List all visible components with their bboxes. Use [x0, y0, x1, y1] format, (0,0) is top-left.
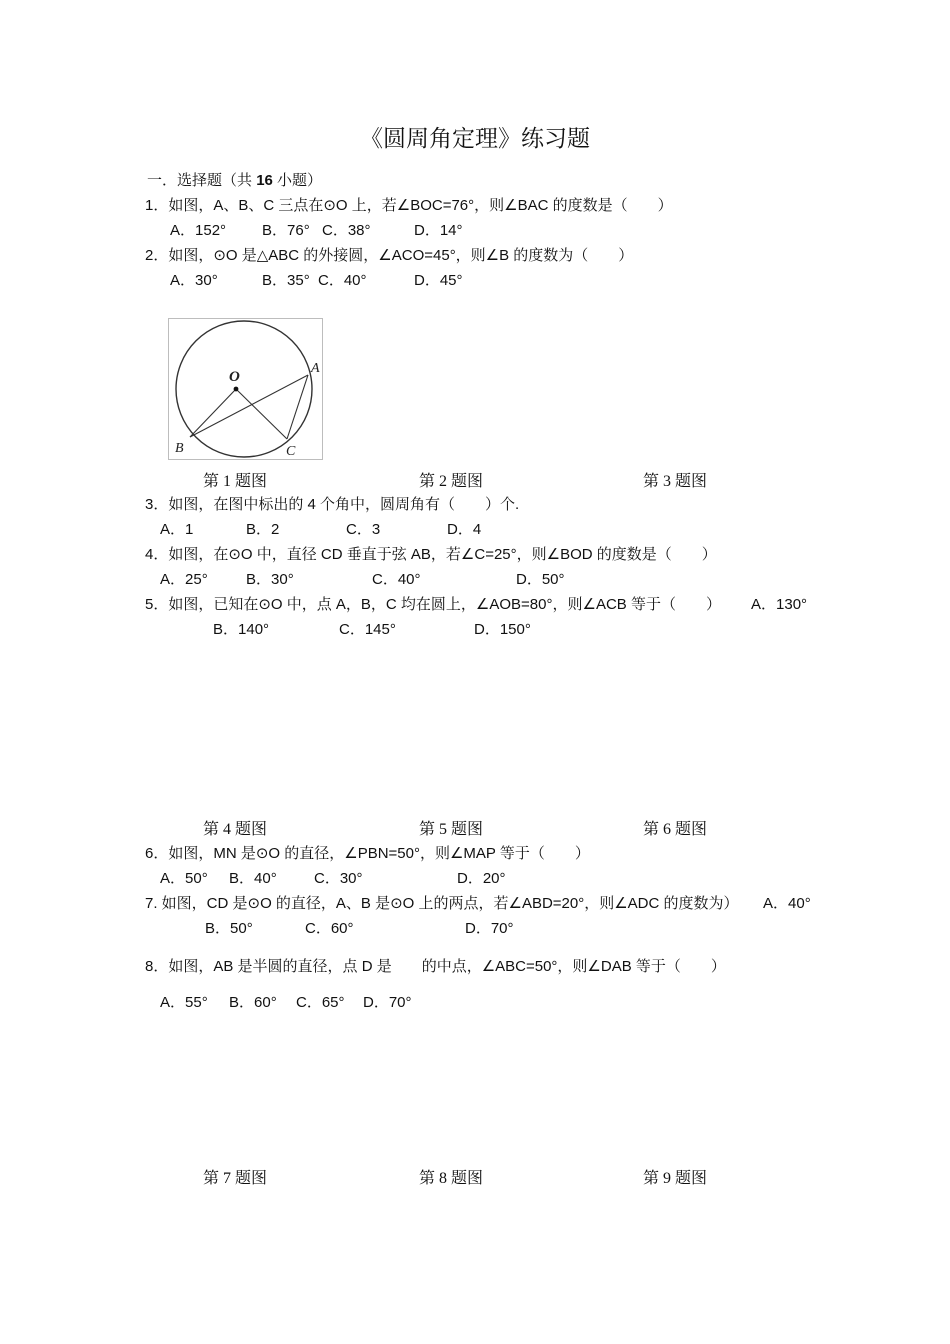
- question-1-stem: 1．如图，A、B、C 三点在⊙O 上，若∠BOC=76°，则∠BAC 的度数是（ ）: [145, 197, 673, 214]
- question-2-option-d: D．45°: [414, 272, 463, 289]
- radius-oc: [236, 389, 287, 439]
- label-o: O: [229, 369, 240, 385]
- question-2-option-b: B．35°: [262, 272, 310, 289]
- question-5-option-c: C．145°: [339, 621, 396, 638]
- question-6-option-d: D．20°: [457, 870, 506, 887]
- question-4-option-d: D．50°: [516, 571, 565, 588]
- caption-figure-6: 第 6 题图: [643, 821, 708, 838]
- question-3-option-d: D．4: [447, 521, 482, 538]
- caption-figure-5: 第 5 题图: [419, 821, 484, 838]
- question-7-option-b: B．50°: [205, 920, 253, 937]
- question-3-option-b: B．2: [246, 521, 280, 538]
- caption-figure-7: 第 7 题图: [203, 1170, 268, 1187]
- label-b: B: [175, 441, 184, 456]
- question-count: 16: [256, 172, 273, 189]
- question-5-option-b: B．140°: [213, 621, 270, 638]
- question-4-option-a: A．25°: [160, 571, 208, 588]
- label-a: A: [311, 361, 320, 376]
- section-prefix: 一．选择题（共: [147, 172, 253, 189]
- label-c: C: [286, 444, 296, 459]
- center-point: [234, 387, 239, 392]
- question-8-option-b: B．60°: [229, 994, 277, 1011]
- question-3-stem: 3．如图，在图中标出的 4 个角中，圆周角有（ ）个.: [145, 496, 520, 513]
- question-5-option-a: A．130°: [751, 596, 808, 613]
- question-6-option-c: C．30°: [314, 870, 363, 887]
- question-4-stem: 4．如图，在⊙O 中，直径 CD 垂直于弦 AB，若∠C=25°，则∠BOD 的度数是（ ）: [145, 546, 717, 563]
- question-4-option-b: B．30°: [246, 571, 294, 588]
- circle-o: [176, 321, 312, 457]
- question-8-option-d: D．70°: [363, 994, 412, 1011]
- question-3-option-c: C．3: [346, 521, 381, 538]
- question-3-option-a: A．1: [160, 521, 194, 538]
- page-title: 《圆周角定理》练习题: [360, 126, 590, 151]
- question-6-option-b: B．40°: [229, 870, 277, 887]
- question-2-option-c: C．40°: [318, 272, 367, 289]
- question-6-stem: 6．如图，MN 是⊙O 的直径，∠PBN=50°，则∠MAP 等于（ ）: [145, 845, 590, 862]
- question-5-option-d: D．150°: [474, 621, 531, 638]
- question-1-option-b: B．76°: [262, 222, 310, 239]
- circle-diagram: [169, 319, 322, 459]
- question-8-stem: 8．如图，AB 是半圆的直径，点 D 是 的中点，∠ABC=50°，则∠DAB 等于（ ）: [145, 958, 726, 975]
- section-suffix: 小题）: [277, 172, 323, 189]
- question-2-stem: 2．如图，⊙O 是△ABC 的外接圆，∠ACO=45°，则∠B 的度数为（ ）: [145, 247, 634, 264]
- caption-figure-2: 第 2 题图: [419, 473, 484, 490]
- question-1-option-d: D．14°: [414, 222, 463, 239]
- question-4-option-c: C．40°: [372, 571, 421, 588]
- question-1-option-c: C．38°: [322, 222, 371, 239]
- caption-figure-1: 第 1 题图: [203, 473, 268, 490]
- question-8-option-c: C．65°: [296, 994, 345, 1011]
- question-8-option-a: A．55°: [160, 994, 208, 1011]
- figure-circle-abc: [168, 318, 323, 460]
- question-2-option-a: A．30°: [170, 272, 218, 289]
- question-7-option-a: A．40°: [763, 895, 811, 912]
- question-1-option-a: A．152°: [170, 222, 227, 239]
- caption-figure-9: 第 9 题图: [643, 1170, 708, 1187]
- radius-ob: [190, 389, 236, 437]
- question-7-option-c: C．60°: [305, 920, 354, 937]
- caption-figure-3: 第 3 题图: [643, 473, 708, 490]
- section-heading: [147, 169, 322, 190]
- caption-figure-4: 第 4 题图: [203, 821, 268, 838]
- question-6-option-a: A．50°: [160, 870, 208, 887]
- question-7-option-d: D．70°: [465, 920, 514, 937]
- caption-figure-8: 第 8 题图: [419, 1170, 484, 1187]
- question-5-stem: 5．如图，已知在⊙O 中，点 A，B，C 均在圆上，∠AOB=80°，则∠ACB 等于（ ）: [145, 596, 721, 613]
- question-7-stem: 7. 如图，CD 是⊙O 的直径，A、B 是⊙O 上的两点，若∠ABD=20°，则∠ADC 的度数为）: [145, 895, 739, 912]
